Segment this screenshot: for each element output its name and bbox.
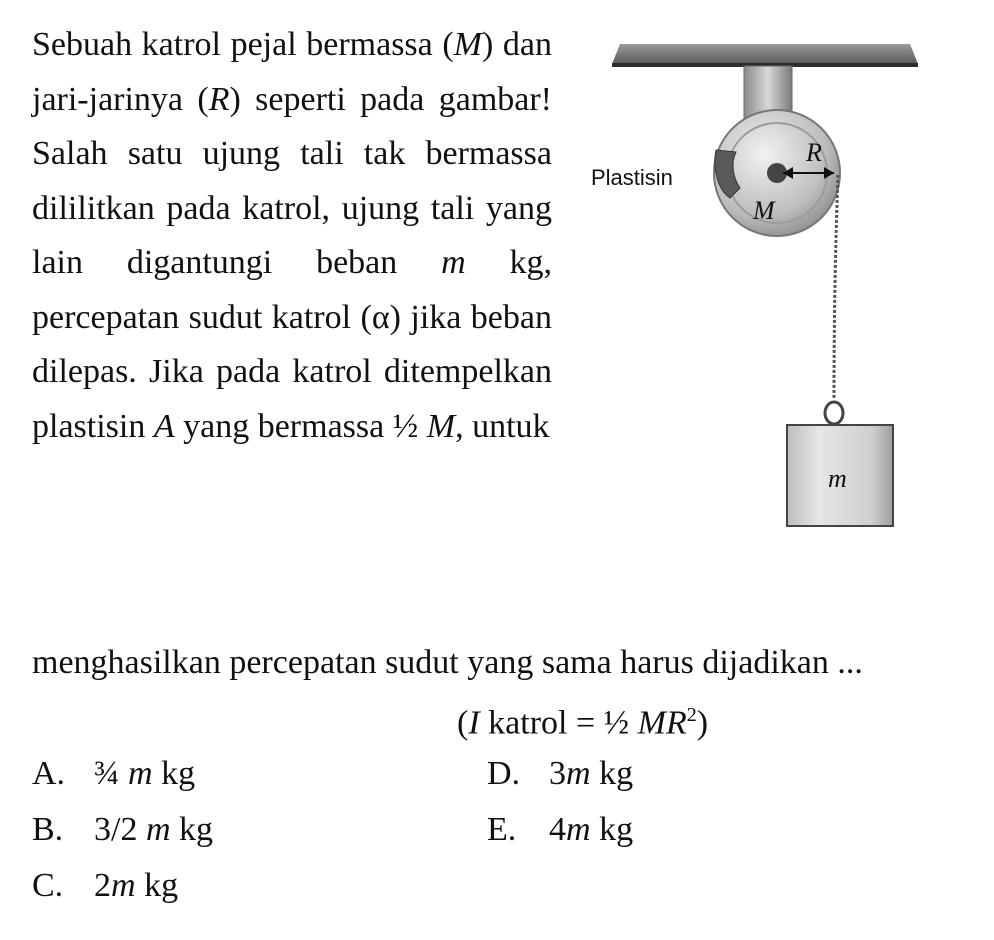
plastisin-label: Plastisin [591, 165, 673, 190]
stem-text: ) dan jari-jarinya ( [32, 26, 553, 118]
option-b[interactable]: B. 3/2 m kg [32, 811, 214, 848]
var-M: M [453, 26, 482, 63]
var-R: R [208, 80, 230, 118]
var-M: M [426, 407, 456, 445]
question-continuation: menghasilkan percepatan sudut yang sama harus dijadikan ... [32, 644, 863, 681]
rope-hook [825, 402, 843, 424]
question-stem [32, 18, 552, 454]
var-m: m [441, 244, 466, 281]
block-mass-label: m [828, 464, 847, 493]
option-d[interactable]: D. 3m kg [487, 755, 634, 792]
stem-text: yang bermassa ½ [174, 407, 427, 445]
stem-text: kg, percepatan sudut katrol (α) jika beban dilepas. Jika pada katrol ditempelkan plastisin [32, 244, 552, 445]
ceiling-support [612, 44, 918, 67]
stem-text: ) seperti pada gambar! Salah satu ujung tali tak bermassa dililitkan pada katrol, ujung tali yang lain digantungi beban [32, 80, 552, 281]
pulley-mass-label: M [753, 196, 775, 225]
stem-text: , untuk [455, 407, 550, 445]
option-c[interactable]: C. 2m kg [32, 867, 179, 904]
option-a[interactable]: A. ¾ m kg [32, 755, 196, 792]
moment-of-inertia-formula: (I katrol = ½ $MR^2$) [457, 704, 709, 742]
var-A: A [153, 407, 175, 445]
radius-label: R [806, 138, 822, 167]
option-e[interactable]: E. 4m kg [487, 811, 634, 848]
pulley-figure [560, 20, 980, 560]
stem-text: Sebuah katrol pejal bermassa ( [32, 26, 454, 63]
rope [834, 175, 838, 400]
